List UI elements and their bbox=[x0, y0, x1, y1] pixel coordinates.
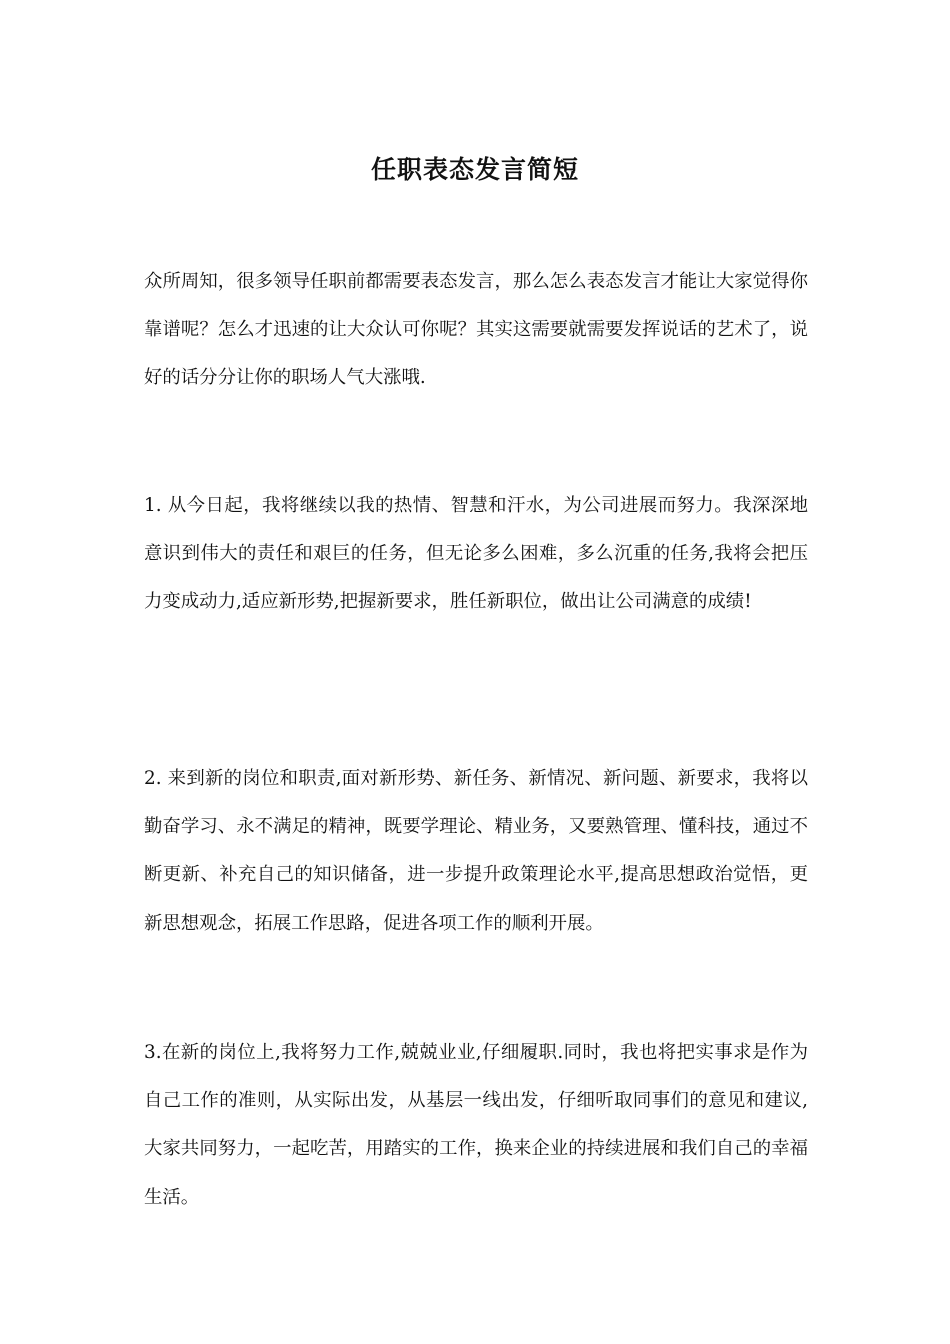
point-paragraph-2: 2. 来到新的岗位和职责,面对新形势、新任务、新情况、新问题、新要求，我将以勤奋学习、永不满足的精神，既要学理论、精业务，又要熟管理、懂科技，通过不断更新、补充自己的知识储备，进一步提升政策理论水平,提高思想政治觉悟，更新思想观念，拓展工作思路，促进各项工作的顺利开展。 bbox=[144, 768, 808, 934]
document-title: 任职表态发言简短 bbox=[370, 154, 579, 184]
point-paragraph-1: 1. 从今日起，我将继续以我的热情、智慧和汗水，为公司进展而努力。我深深地意识到伟大的责任和艰巨的任务，但无论多么困难，多么沉重的任务,我将会把压力变成动力,适应新形势,把握新要求，胜任新职位，做出让公司满意的成绩! bbox=[144, 495, 808, 613]
point-paragraph-3: 3.在新的岗位上,我将努力工作,兢兢业业,仔细履职.同时，我也将把实事求是作为自己工作的准则，从实际出发，从基层一线出发，仔细听取同事们的意见和建议,大家共同努力，一起吃苦，用踏实的工作，换来企业的持续进展和我们自己的幸福生活。 bbox=[144, 1042, 808, 1208]
intro-paragraph: 众所周知，很多领导任职前都需要表态发言，那么怎么表态发言才能让大家觉得你靠谱呢？怎么才迅速的让大众认可你呢？其实这需要就需要发挥说话的艺术了，说好的话分分让你的职场人气大涨哦. bbox=[144, 271, 808, 389]
